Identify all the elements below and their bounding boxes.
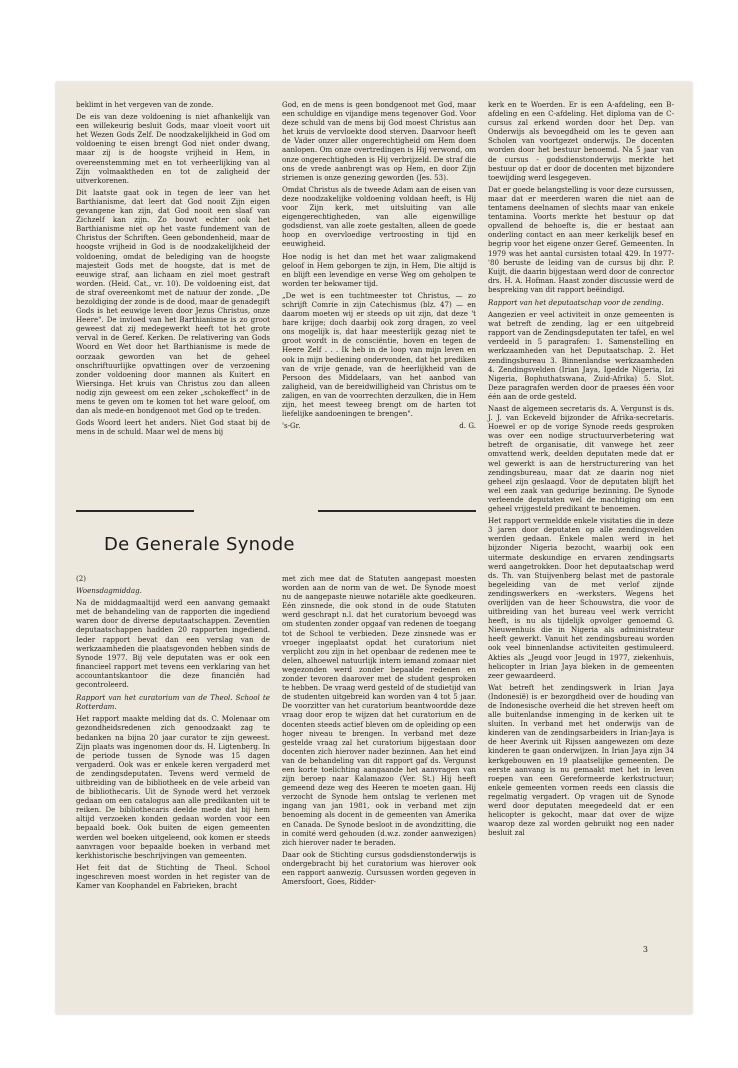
paragraph: Wat betreft het zendingswerk in Irian Jaya (Indonesië) is er bezorgdheid over de houding van de Indonesische overheid die het streven heeft om alle buitenlandse inmenging in de kerken uit te sluiten. In verband met het onderwijs van de kinderen van de zendingsarbeiders in Irian-Jaya is de heer Averink uit Rijssen aangewezen om deze kinderen te gaan onderwijzen. In Irian Jaya zijn 34 kerkgebouwen en 19 plaatselijke gemeenten. De eerste aanvang is nu gemaakt met het in leven roepen van een Gereformeerde kerkstructuur; enkele gemeenten vormen reeds een classis die regelmatig vergadert. Op vragen uit de Synode werd door deputaten meegedeeld dat er een helicopter is gekocht, maar dat over de wijze waarop deze zal worden gebruikt nog een nader besluit zal <box>488 682 674 838</box>
paragraph: Het feit dat de Stichting de Theol. School ingeschreven moest worden in het register van de Kamer van Koophandel en Fabrieken, bracht <box>76 862 270 890</box>
top-column-2 <box>282 100 476 430</box>
section-subheading: Rapport van het deputaatschap voor de zending. <box>488 297 664 307</box>
paragraph: Het rapport maakte melding dat ds. C. Molenaar om gezondheidsredenen zich genoodzaakt zag te bedanken na bijna 20 jaar curator te zijn geweest. Zijn plaats was ingenomen door ds. H. Ligtenberg. In de periode tussen de Synode was 15 dagen vergaderd. Ook was er enkele keren vergaderd met de zendingsdeputaten. Tevens werd vermeld de uitbreiding van de bibliotheek en de vele arbeid van de bibliothecaris. Uit de Synode werd het verzoek gedaan om een catalogus aan alle predikanten uit te reiken. De bibliothecaris deelde mede dat bij hem altijd verzoeken konden gedaan worden voor een bepaald boek. Ook buiten de eigen gemeenten werden wel boeken uitgeleend, ook komen er steeds aanvragen voor bepaalde boeken in verband met kerkhistorische beschrijvingen van gemeenten. <box>76 714 270 860</box>
paragraph: Omdat Christus als de tweede Adam aan de eisen van deze noodzakelijke voldoening voldaan heeft, is Hij voor Zijn kerk, met uitsluiting van alle eigengerechtigheden, van alle eigenwillige godsdienst, van alle zoete gestalten, alleen de goede hoop en overvloedige vertroosting in tijd en eeuwigheid. <box>282 184 476 249</box>
paragraph: „De wet is een tuchtmeester tot Christus, — zo schrijft Comrie in zijn Catechismus (blz. 47) — en daarom moeten wij er steeds op uit zijn, dat deze 't hare krijge; doch daarbij ook zorg dragen, zo veel ons mogelijk is, dat haar meesterlijk gezag niet te groot wordt in de consciëntie, boven en tegen de Heere Zelf . . . Ik heb in de loop van mijn leven en ook in mijn bediening ondervonden, dat het prediken van de vrije genade, van de heerlijkheid van de Persoon des Middelaars, van het aanbod van zaligheid, van de bereidwilligheid van Christus om te zaligen, en van de voorrechten derzulken, die in Hem zijn, het meest teweeg brengt om de harten tot liefelijke aandoeningen te brengen". <box>282 290 476 419</box>
paragraph: kerk en te Woerden. Er is een A-afdeling, een B-afdeling en een C-afdeling. Het diploma van de C-cursus zal erkend worden door het Dep. van Onderwijs als bevoegdheid om les te geven aan Scholen van voortgezet onderwijs. De docenten worden door het bestuur benoemd. Na 5 jaar van de cursus - godsdienstonderwijs merkte het bestuur op dat er door de docenten met bijzondere toewijding werd lesgegeven. <box>488 100 674 182</box>
top-column-1 <box>76 100 270 439</box>
bottom-column-2 <box>282 574 476 889</box>
document-page <box>56 82 692 1014</box>
paragraph: Aangezien er veel activiteit in onze gemeenten is wat betreft de zending, lag er een uitgebreid rapport van de Zendingsdeputaten ter tafel, en wel verdeeld in 5 paragrafen: 1. Samenstelling en werkzaamheden van het Deputaatschap. 2. Het zendingsbureau 3. Binnenlandse werkzaamheden 4. Zendingsvelden (Irian Jaya, Igedde Nigeria, Izi Nigeria, Bophuthatswana, Zuid-Afrika) 5. Slot. Deze paragrafen werden door de praeses één voor één aan de orde gesteld. <box>488 310 674 401</box>
paragraph: De eis van deze voldoening is niet afhankelijk van een willekeurig besluit Gods, maar vloeit voort uit het Wezen Gods Zelf. De noodzakelijkheid in God om voldoening te eisen brengt God niet onder dwang, maar zij is de hoogste vrijheid in Hem, in overeenstemming met en tot verheerlijking van al Zijn volmaaktheden en tot de zaligheid der uitverkorenen. <box>76 112 270 185</box>
part-label: (2) <box>76 574 87 583</box>
paragraph: Dat er goede belangstelling is voor deze cursussen, maar dat er meerderen waren die niet aan de tentamens deelnamen of slechts maar van enkele tentamina. Voorts merkte het bestuur op dat opvallend de behoefte is, die er bestaat aan onderling contact en aan meer kerkelijk besef en begrip voor het eigene onzer Geref. Gemeenten. In 1979 was het aantal cursisten totaal 429. In 1977-'80 beruste de leiding van de cursus bij dhr. P. Kuijt, die daarin bijgestaan werd door de conrector drs. H. A. Hofman. Haast zonder discussie werd de bespreking van dit rapport beëindigd. <box>488 184 674 294</box>
heading-rule-right <box>318 510 476 512</box>
paragraph: Naast de algemeen secretaris ds. A. Vergunst is ds. J. J. van Eckeveld bijzonder de Afrika-secretaris. Hoewel er op de vorige Synode reeds gesproken was over een nodige structuurverbetering wat betreft de organisatie, dit vanwege het zeer omvattend werk, deelden deputaten mede dat er wel gewerkt is aan de herstructurering van het zendingsbureau, maar dat ze daarin nog niet geheel zijn geslaagd. Voor de deputaten blijft het wel een zaak van gedurige bezinning. De Synode verleende deputaten wel de machtiging om een geheel vrijgesteld predikant te benoemen. <box>488 404 674 514</box>
paragraph: Hoe nodig is het dan met het waar zaligmakend geloof in Hem geborgen te zijn, in Hem, Die altijd is en blijft een levendige en verse Weg om geholpen te worden ter bekwamer tijd. <box>282 251 476 288</box>
paragraph: God, en de mens is geen bondgenoot met God, maar een schuldige en vijandige mens tegenover God. Voor deze schuld van de mens bij God moest Christus aan het kruis de vervloekte dood sterven. Daarvoor heeft de Vader onzer aller ongerechtigheid om Hem doen aanlopen. Om onze overtredingen is Hij verwond, om onze ongerechtigheden is Hij verbrijzeld. De straf die ons de vrede aanbrengt was op Hem, en door Zijn striemen is onze genezing geworden (Jes. 53). <box>282 100 476 182</box>
right-column <box>488 100 674 840</box>
day-label: Woensdagmiddag. <box>76 586 142 596</box>
paragraph: beklimt in het vergeven van de zonde. <box>76 100 214 109</box>
paragraph: Na de middagmaaltijd werd een aanvang gemaakt met de behandeling van de rapporten die ingediend waren door de diverse deputaatschappen. Zeventien deputaatschappen hadden 20 rapporten ingediend. Ieder rapport bevat dan een verslag van de werkzaamheden die plaatsgevonden hebben sinds de Synode 1977. Bij vele deputaten was er ook een financieel rapport met tevens een verklaring van het accountantskantoor die deze financiën had gecontroleerd. <box>76 598 270 690</box>
sign-place: 's-Gr. <box>282 421 301 431</box>
section-subheading: Rapport van het curatorium van de Theol. School te Rotterdam. <box>76 693 270 712</box>
bottom-column-1 <box>76 574 270 893</box>
paragraph: Gods Woord leert het anders. Niet God staat bij de mens in de schuld. Maar wel de mens bij <box>76 418 270 437</box>
sign-initials: d. G. <box>459 421 476 431</box>
paragraph: Daar ook de Stichting cursus godsdienstonderwijs is ondergebracht bij het curatorium was hierover ook een rapport aanwezig. Cursussen worden gegeven in Amersfoort, Goes, Ridder- <box>282 849 476 887</box>
paragraph: Het rapport vermeldde enkele visitaties die in deze 3 jaren door deputaten op alle zendingsvelden werden gedaan. Enkele malen werd in het bijzonder Nigeria bezocht, waarbij ook een uitermate deskundige en ervaren zendingsarts werd aangetrokken. Door het deputaatschap werd ds. Th. van Stuijvenberg belast met de pastorale begeleiding van de met verlof zijnde zendingswerkers en -werksters. Wegens het overlijden van de heer Schouwstra, die voor de uitbreiding van het bureau veel werk verricht heeft, is nu als tijdelijk opvolger genoemd G. Nieuwenhuis die in Nigeria als administrateur heeft gewerkt. Vanuit het zendingsbureau worden ook veel binnenlandse activiteiten gestimuleerd. Akties als „Jeugd voor Jeugd in 1977, ziekenhuis, helicopter in Irian Jaya bleken in de gemeenten zeer gewaardeerd. <box>488 516 674 680</box>
paragraph: met zich mee dat de Statuten aangepast moesten worden aan de norm van de wet. De Synode moest nu de aangepaste nieuwe notariële akte goedkeuren. Eén zinsnede, die ook stond in de oude Statuten werd geschrapt n.l. dat het curatorium bevoegd was om studenten zonder opgaaf van redenen de toegang tot de School te verbieden. Deze zinsnede was er vroeger ingeplaatst opdat het curatorium niet verplicht zou zijn in het openbaar de redenen mee te delen, alhoewel natuurlijk intern iemand zomaar niet wegezonden werd zonder bepaalde redenen en zonder tevoren daarover met de student gesproken te hebben. De vraag werd gesteld of de studietijd van de studenten uitgebreid kan worden van 4 tot 5 jaar. De voorzitter van het curatorium beantwoordde deze vraag door erop te wijzen dat het curatorium en de docenten steeds actief bleven om de opleiding op een hoger niveau te brengen. In verband met deze gestelde vraag zal het curatorium bijgestaan door docenten zich hierover nader bezinnen. Aan het eind van de behandeling van dit rapport gaf ds. Vergunst een korte toelichting aangaande het aanvragen van zijn beroep naar Kalamazoo (Ver. St.) Hij heeft gemeend deze weg des Heeren te moeten gaan. Hij verzocht de Synode hem ontslag te verlenen met ingang van jan 1981, ook in verband met zijn benoeming als docent in de gemeenten van Amerika en Canada. De Synode besloot in de avondzitting, die in comité werd gehouden (d.w.z. zonder aanwezigen) zich hierover nader te beraden. <box>282 574 476 847</box>
heading-rule-left <box>76 510 194 512</box>
section-heading: De Generale Synode <box>104 534 295 555</box>
paragraph: Dit laatste gaat ook in tegen de leer van het Barthianisme, dat leert dat God nooit Zijn eigen gevangene kan zijn, dat God nooit een slaaf van Zichzelf kan zijn. Zo bouwt echter ook het Barthianisme niet op het vaste fundement van de Christus der Schriften. Geen gebondenheid, maar de hoogste vrijheid in God is de noodzakelijkheid der voldoening, omdat de belediging van de hoogste majesteit Gods met de hoogste, dat is met de eeuwige straf, aan lichaam en ziel moet gestraft worden. (Heid. Cat., vr. 10). De voldoening eist, dat de straf overeenkomt met de natuur der zonde. „De bezoldiging der zonde is de dood, maar de genadegift Gods is het eeuwige leven door Jezus Christus, onze Heere". De invloed van het Barthianisme is zo groot geweest dat zij medegewerkt heeft tot het grote verval in de Geref. Kerken. De relativering van Gods Woord en Wet door het Barthianisme is mede de oorzaak geworden van het de geheel onschriftuurlijke opvattingen over de verzoening zonder voldoening door mannen als Kuitert en Wiersinga. Het kruis van Christus zou dan alleen nodig zijn geweest om een zeker „schokeffect" in de mens te geven om te komen tot het ware geloof, om dan als mede-en bondgenoot met God op te treden. <box>76 187 270 416</box>
signature-line <box>282 421 476 430</box>
page-number: 3 <box>642 945 648 954</box>
